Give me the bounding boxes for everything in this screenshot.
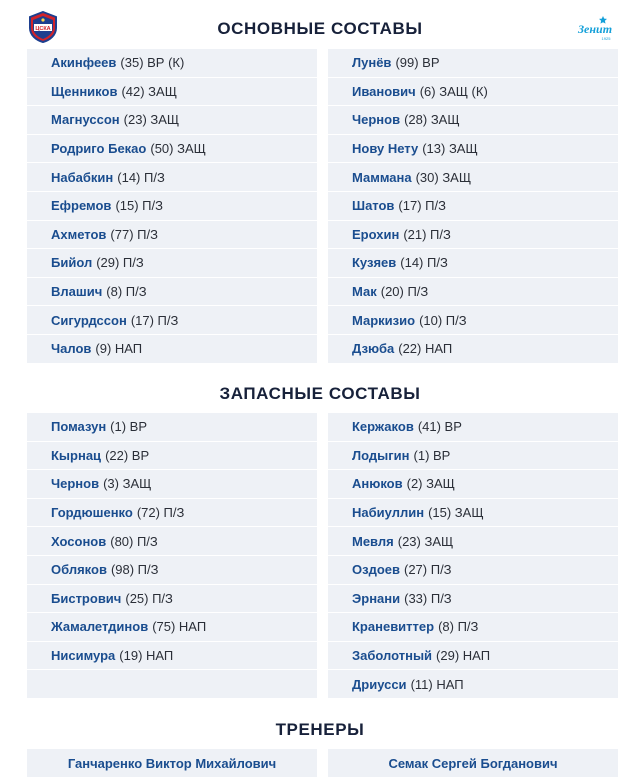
- player-name[interactable]: Чернов: [352, 112, 401, 128]
- player-row[interactable]: [328, 106, 618, 135]
- player-row[interactable]: [27, 249, 317, 278]
- player-name[interactable]: Иванович: [352, 83, 416, 99]
- player-number-position: (27) П/З: [404, 562, 452, 578]
- player-row[interactable]: [328, 613, 618, 642]
- player-number-position: (14) П/З: [400, 255, 448, 271]
- player-row[interactable]: [328, 163, 618, 192]
- player-name[interactable]: Хосонов: [51, 533, 107, 549]
- player-row[interactable]: [27, 106, 317, 135]
- zenit-logo-year: 1925: [601, 36, 611, 41]
- player-row[interactable]: [27, 306, 317, 335]
- player-row[interactable]: [328, 249, 618, 278]
- player-name[interactable]: Родриго Бекао: [51, 141, 147, 157]
- player-number-position: (30) ЗАЩ: [415, 169, 472, 185]
- player-number-position: (29) НАП: [436, 648, 491, 664]
- player-number-position: (98) П/З: [110, 562, 159, 578]
- player-row[interactable]: [27, 413, 317, 442]
- player-row[interactable]: [27, 278, 317, 307]
- player-name[interactable]: Ахметов: [51, 226, 107, 242]
- player-row[interactable]: [27, 470, 317, 499]
- player-name[interactable]: Чалов: [51, 341, 92, 357]
- player-number-position: (9) НАП: [95, 341, 143, 357]
- player-number-position: (1) ВР: [110, 419, 148, 435]
- player-number-position: (23) ЗАЩ: [397, 533, 454, 549]
- player-row[interactable]: [328, 49, 618, 78]
- player-number-position: (8) П/З: [106, 284, 147, 300]
- player-number-position: (2) ЗАЩ: [406, 476, 455, 492]
- player-name[interactable]: Ерохин: [352, 226, 400, 242]
- home-starting-list: [27, 49, 317, 364]
- player-name[interactable]: Кержаков: [352, 419, 414, 435]
- home-coach: Ганчаренко Виктор Михайлович: [27, 749, 317, 777]
- player-name[interactable]: Чернов: [51, 476, 100, 492]
- player-number-position: (42) ЗАЩ: [121, 83, 177, 99]
- player-name[interactable]: Кузяев: [352, 255, 397, 271]
- player-number-position: (21) П/З: [403, 226, 451, 242]
- player-number-position: (25) П/З: [125, 590, 173, 606]
- player-name[interactable]: Магнуссон: [51, 112, 120, 128]
- player-name[interactable]: Маммана: [352, 169, 412, 185]
- player-number-position: (22) НАП: [398, 341, 453, 357]
- player-row[interactable]: [328, 556, 618, 585]
- player-row[interactable]: [328, 499, 618, 528]
- player-row[interactable]: [27, 499, 317, 528]
- player-number-position: (6) ЗАЩ (К): [419, 83, 488, 99]
- player-number-position: (19) НАП: [119, 648, 174, 664]
- player-name[interactable]: Жамалетдинов: [51, 619, 149, 635]
- player-row[interactable]: [27, 221, 317, 250]
- away-subs-list: [328, 413, 618, 699]
- player-number-position: (35) ВР (К): [120, 55, 185, 71]
- player-name[interactable]: Ефремов: [51, 198, 112, 214]
- player-number-position: (10) П/З: [419, 312, 467, 328]
- player-name[interactable]: Обляков: [51, 562, 107, 578]
- player-number-position: (23) ЗАЩ: [123, 112, 180, 128]
- player-name[interactable]: Дзюба: [352, 341, 395, 357]
- player-name[interactable]: Нову Нету: [352, 141, 419, 157]
- player-name[interactable]: Акинфеев: [51, 55, 117, 71]
- player-row: [27, 670, 317, 699]
- cska-logo-text: ЦСКА: [35, 26, 51, 32]
- player-row[interactable]: [27, 642, 317, 671]
- player-name[interactable]: Лодыгин: [352, 447, 410, 463]
- player-name[interactable]: Мак: [352, 284, 377, 300]
- player-name[interactable]: Сигурдссон: [51, 312, 127, 328]
- player-row[interactable]: [328, 135, 618, 164]
- player-number-position: (29) П/З: [96, 255, 144, 271]
- player-row[interactable]: [328, 306, 618, 335]
- player-row[interactable]: [328, 585, 618, 614]
- player-number-position: (28) ЗАЩ: [404, 112, 460, 128]
- player-name[interactable]: Бийол: [51, 255, 93, 271]
- player-name[interactable]: Эрнани: [352, 590, 401, 606]
- player-number-position: (17) П/З: [398, 198, 446, 214]
- player-number-position: (41) ВР: [417, 419, 462, 435]
- player-name[interactable]: Краневиттер: [352, 619, 435, 635]
- player-name[interactable]: Набабкин: [51, 169, 114, 185]
- player-name[interactable]: Заболотный: [352, 648, 433, 664]
- player-row[interactable]: [328, 335, 618, 364]
- player-row[interactable]: [328, 221, 618, 250]
- starting-lineups-title: ОСНОВНЫЕ СОСТАВЫ: [217, 19, 423, 38]
- player-row[interactable]: [27, 585, 317, 614]
- zenit-logo-icon: [576, 14, 616, 42]
- player-number-position: (15) ЗАЩ: [428, 505, 484, 521]
- player-name[interactable]: Гордюшенко: [51, 505, 133, 521]
- player-number-position: (15) П/З: [115, 198, 163, 214]
- player-row[interactable]: [27, 78, 317, 107]
- player-row[interactable]: [27, 335, 317, 364]
- player-number-position: (72) П/З: [136, 505, 185, 521]
- player-number-position: (14) П/З: [117, 169, 165, 185]
- player-name[interactable]: Влашич: [51, 284, 103, 300]
- away-coach: Семак Сергей Богданович: [328, 749, 618, 777]
- player-name[interactable]: Бистрович: [51, 590, 122, 606]
- player-name[interactable]: Мевля: [352, 533, 394, 549]
- player-row[interactable]: [328, 192, 618, 221]
- player-row[interactable]: [27, 613, 317, 642]
- player-row[interactable]: [27, 556, 317, 585]
- player-row[interactable]: [27, 135, 317, 164]
- player-number-position: (33) П/З: [404, 590, 452, 606]
- coaches-title: ТРЕНЕРЫ: [275, 720, 365, 739]
- player-row[interactable]: [27, 192, 317, 221]
- player-row[interactable]: [27, 527, 317, 556]
- player-name[interactable]: Шатов: [352, 198, 395, 214]
- player-row[interactable]: [328, 413, 618, 442]
- player-number-position: (50) ЗАЩ: [150, 141, 206, 157]
- player-number-position: (20) П/З: [380, 284, 429, 300]
- player-number-position: (77) П/З: [110, 226, 158, 242]
- player-row[interactable]: [27, 442, 317, 471]
- player-name[interactable]: Набиуллин: [352, 505, 425, 521]
- player-row[interactable]: [328, 670, 618, 699]
- home-subs-list: [27, 413, 317, 699]
- player-number-position: (3) ЗАЩ: [103, 476, 152, 492]
- player-row[interactable]: [328, 642, 618, 671]
- player-number-position: (17) П/З: [130, 312, 179, 328]
- away-starting-list: [328, 49, 618, 364]
- player-name[interactable]: Помазун: [51, 419, 107, 435]
- substitutes-title: ЗАПАСНЫЕ СОСТАВЫ: [219, 384, 421, 403]
- player-row[interactable]: [328, 470, 618, 499]
- zenit-logo-text: Зенит: [577, 22, 613, 36]
- player-number-position: (75) НАП: [152, 619, 207, 635]
- player-number-position: (22) ВР: [105, 447, 150, 463]
- player-row[interactable]: [328, 527, 618, 556]
- player-name[interactable]: Анюков: [352, 476, 403, 492]
- player-number-position: (99) ВР: [395, 55, 440, 71]
- player-name[interactable]: Нисимура: [51, 648, 116, 664]
- player-number-position: (13) ЗАЩ: [422, 141, 478, 157]
- player-name[interactable]: Маркизио: [352, 312, 416, 328]
- player-number-position: (11) НАП: [410, 676, 464, 692]
- player-row[interactable]: [328, 78, 618, 107]
- player-row[interactable]: [328, 442, 618, 471]
- player-name[interactable]: Щенников: [51, 83, 118, 99]
- player-name[interactable]: Кырнац: [51, 447, 102, 463]
- player-number-position: (1) ВР: [413, 447, 451, 463]
- player-row[interactable]: [328, 278, 618, 307]
- player-row[interactable]: [27, 163, 317, 192]
- player-number-position: (8) П/З: [438, 619, 479, 635]
- player-name[interactable]: Лунёв: [352, 55, 392, 71]
- player-name[interactable]: Дриусси: [352, 676, 407, 692]
- player-number-position: (80) П/З: [110, 533, 158, 549]
- player-name[interactable]: Оздоев: [352, 562, 400, 578]
- player-row[interactable]: [27, 49, 317, 78]
